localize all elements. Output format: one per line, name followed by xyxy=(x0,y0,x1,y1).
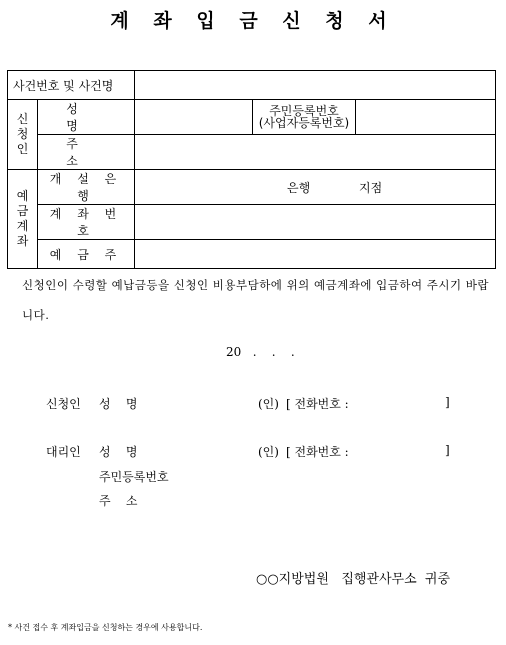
applicant-name-row xyxy=(8,100,496,135)
footnote: * 사건 접수 후 계좌입금을 신청하는 경우에 사용합니다. xyxy=(8,623,203,632)
applicant-phone-close: ] xyxy=(445,395,450,409)
bank-value-field[interactable] xyxy=(135,170,496,205)
agent-resident-label: 주민등록번호 xyxy=(99,470,169,484)
agent-seal: (인) xyxy=(258,445,279,459)
applicant-name-label: 성 명 xyxy=(99,397,138,411)
agent-name-label: 성 명 xyxy=(99,445,138,459)
account-number-field[interactable] xyxy=(135,205,496,240)
address-label: 주 소 xyxy=(38,135,135,170)
account-group-label: 예금계좌 xyxy=(8,170,38,269)
applicant-seal: (인) xyxy=(258,397,279,411)
application-table xyxy=(7,70,496,269)
account-holder-field[interactable] xyxy=(135,240,496,269)
applicant-role: 신청인 xyxy=(46,397,81,411)
court-addressee: ○○지방법원 집행관사무소 귀중 xyxy=(256,572,451,587)
applicant-phone-label: [ 전화번호 : xyxy=(286,397,349,411)
account-number-row xyxy=(8,205,496,240)
case-label: 사건번호 및 사건명 xyxy=(8,71,135,100)
account-holder-label: 예 금 주 xyxy=(38,240,135,269)
agent-phone-label: [ 전화번호 : xyxy=(286,445,349,459)
address-value-field[interactable] xyxy=(135,135,496,170)
resident-number-field[interactable] xyxy=(356,100,496,135)
agent-phone-close: ] xyxy=(445,443,450,457)
name-value-field[interactable] xyxy=(135,100,253,135)
account-number-label: 계 좌 번 호 xyxy=(38,205,135,240)
resident-number-label: 주민등록번호 (사업자등록번호) xyxy=(253,100,356,135)
case-row xyxy=(8,71,496,100)
bank-row xyxy=(8,170,496,205)
request-paragraph: 신청인이 수령할 예납금등을 신청인 비용부담하에 위의 예금계좌에 입금하여 주시기 바랍니다. xyxy=(22,278,489,322)
document-title: 계 좌 입 금 신 청 서 xyxy=(110,10,396,32)
account-holder-row xyxy=(8,240,496,269)
name-label: 성 명 xyxy=(38,100,135,135)
branch-suffix: 지점 xyxy=(359,180,383,195)
case-value-field[interactable] xyxy=(135,71,496,100)
applicant-address-row xyxy=(8,135,496,170)
applicant-group-label: 신청인 xyxy=(8,100,38,170)
agent-address-label: 주 소 xyxy=(99,494,138,508)
bank-label: 개 설 은 행 xyxy=(38,170,135,205)
bank-suffix: 은행 xyxy=(287,180,311,195)
agent-role: 대리인 xyxy=(46,445,81,459)
date-line: 20 . . . xyxy=(226,345,295,359)
